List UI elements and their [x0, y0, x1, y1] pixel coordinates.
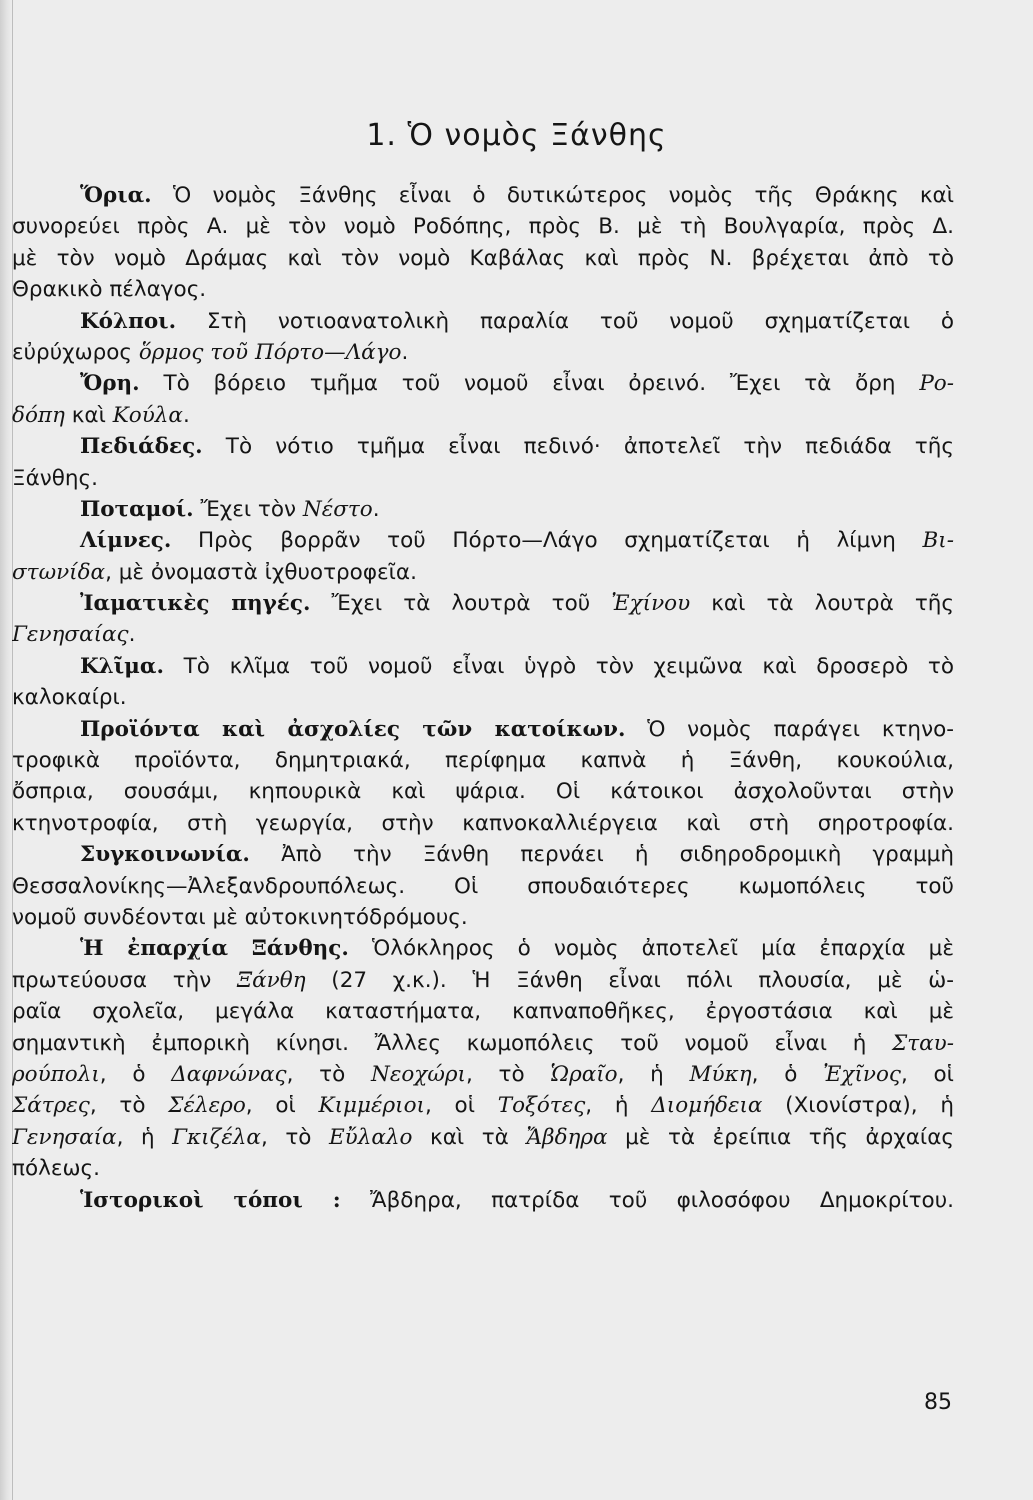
section-heading: Κόλποι.: [80, 308, 177, 334]
text-run: (27 χ.κ.). Ἡ Ξάνθη εἶναι πόλι πλουσία, μὲ ὡ-: [305, 967, 954, 993]
text-run: Τὸ βόρειο τμῆμα τοῦ νομοῦ εἶναι ὀρεινό. Ἔχει τὰ ὄρη: [139, 371, 920, 397]
text-run: Ὁ νομὸς Ξάνθης εἶναι ὁ δυτικώτερος νομὸς τῆς Θράκης καὶ: [151, 183, 954, 208]
text-run: Τὸ νότιο τμῆμα εἶναι πεδινό· ἀποτελεῖ τὴν πεδιάδα τῆς: [202, 434, 954, 460]
text-line: [12, 1028, 954, 1059]
text-run: (Χιονίστρα), ἡ: [762, 1093, 954, 1119]
text-run: , τὸ: [465, 1061, 551, 1087]
text-run: καὶ τὰ: [412, 1124, 527, 1150]
text-run: .: [401, 339, 409, 365]
text-run: , ἡ: [617, 1061, 690, 1087]
text-run: εὐρύχωρος: [12, 339, 139, 365]
section-heading: Ἡ ἐπαρχία Ξάνθης.: [80, 936, 349, 962]
place-name: Σάτρες: [12, 1093, 90, 1119]
text-run: , μὲ ὀνομαστὰ ἰχθυοτροφεῖα.: [105, 559, 417, 585]
text-run: Ξάνθης.: [12, 465, 98, 491]
text-run: , τὸ: [89, 1093, 169, 1119]
text-run: .: [128, 622, 136, 648]
text-line: [12, 1059, 954, 1090]
text-line: [12, 494, 954, 525]
place-name: Τοξότες: [497, 1093, 586, 1119]
place-name: Ξάνθη: [237, 967, 306, 993]
text-run: , οἱ: [424, 1093, 498, 1119]
section-heading: Πεδιάδες.: [80, 434, 203, 460]
section-heading: Συγκοινωνία.: [80, 842, 250, 868]
text-line: [12, 839, 954, 870]
text-run: μὲ τὸν νομὸ Δράμας καὶ τὸν νομὸ Καβάλας καὶ πρὸς Ν. βρέχεται ἀπὸ τὸ: [12, 245, 954, 271]
text-line: [12, 525, 954, 556]
section-heading: Ποταμοί.: [80, 496, 194, 522]
text-line: [12, 306, 954, 337]
text-run: , ὁ: [99, 1061, 172, 1087]
section-heading: Κλῖμα.: [80, 653, 164, 679]
text-line: [12, 871, 954, 902]
text-line: [12, 243, 954, 274]
section-heading: Λίμνες.: [80, 528, 172, 554]
text-run: Τὸ κλῖμα τοῦ νομοῦ εἶναι ὑγρὸ τὸν χειμῶνα καὶ δροσερὸ τὸ: [163, 653, 954, 679]
section-heading: Ἰαματικὲς πηγές.: [80, 591, 311, 617]
text-run: , ἡ: [585, 1093, 652, 1119]
text-run: πόλεως.: [12, 1156, 100, 1182]
text-line: [12, 431, 954, 462]
place-name: Ἐχῖνος: [823, 1061, 901, 1087]
text-line: [12, 1153, 954, 1184]
text-line: [12, 651, 954, 682]
place-name: Βι-: [922, 528, 954, 554]
place-name: Ρο-: [919, 371, 954, 397]
text-run: , οἱ: [245, 1093, 319, 1119]
text-run: , τὸ: [260, 1124, 329, 1150]
text-run: .: [182, 402, 190, 428]
text-line: [12, 714, 954, 745]
place-name: δόπη: [12, 402, 65, 428]
text-run: νομοῦ συνδέονται μὲ αὐτοκινητόδρόμους.: [12, 904, 468, 930]
place-name: Διομήδεια: [651, 1093, 763, 1119]
text-line: [12, 588, 954, 619]
text-line: [12, 745, 954, 776]
place-name: ρούπολι: [12, 1061, 100, 1087]
text-run: καὶ τὰ λουτρὰ τῆς: [690, 591, 954, 617]
section-heading: Ὄρη.: [80, 371, 140, 397]
text-run: ὄσπρια, σουσάμι, κηπουρικὰ καὶ ψάρια. Οἱ κάτοικοι ἀσχολοῦνται στὴν: [12, 779, 954, 805]
text-line: [12, 776, 954, 807]
place-name: Νέστο: [302, 496, 373, 522]
place-name: Σέλερο: [168, 1093, 246, 1119]
text-run: Πρὸς βορρᾶν τοῦ Πόρτο—Λάγο σχηματίζεται ἡ λίμνη: [171, 528, 923, 554]
text-run: Στὴ νοτιοανατολικὴ παραλία τοῦ νομοῦ σχηματίζεται ὁ: [176, 308, 954, 334]
text-run: καλοκαίρι.: [12, 685, 127, 711]
place-name: Δαφνώνας: [171, 1061, 287, 1087]
text-run: ραῖα σχολεῖα, μεγάλα καταστήματα, καπναποθῆκες, ἐργοστάσια καὶ μὲ: [12, 999, 954, 1025]
place-name: Μύκη: [689, 1061, 752, 1087]
text-line: [12, 368, 954, 399]
section-heading: Ἱστορικοὶ τόποι :: [80, 1187, 341, 1213]
text-line: [12, 965, 954, 996]
page-title: 1. Ὁ νομὸς Ξάνθης: [366, 118, 667, 153]
text-run: Ἔχει τὸν: [193, 496, 303, 522]
place-name: Κιμμέριοι: [318, 1093, 425, 1119]
place-name: Γκιζέλα: [172, 1124, 261, 1150]
text-run: Θεσσαλονίκης—Ἀλεξανδρουπόλεως. Οἱ σπουδαιότερες κωμοπόλεις τοῦ: [12, 873, 954, 899]
text-run: Ὁλόκληρος ὁ νομὸς ἀποτελεῖ μία ἐπαρχία μὲ: [348, 936, 954, 962]
place-name: Εὔλαλο: [328, 1124, 413, 1150]
text-line: [12, 996, 954, 1027]
body-text: [12, 180, 954, 1216]
text-line: [12, 619, 954, 650]
place-name: Νεοχώρι: [371, 1061, 466, 1087]
text-line: [12, 337, 954, 368]
text-line: [12, 808, 954, 839]
place-name: Γενησαία: [12, 1124, 117, 1150]
page-number: 85: [924, 1390, 952, 1415]
place-name: Ὡραῖο: [550, 1061, 618, 1087]
text-line: [12, 557, 954, 588]
text-run: κτηνοτροφία, στὴ γεωργία, στὴν καπνοκαλλιέργεια καὶ στὴ σηροτροφία.: [12, 810, 954, 836]
text-run: , οἱ: [900, 1061, 954, 1087]
text-run: Ἄβδηρα, πατρίδα τοῦ φιλοσόφου Δημοκρίτου.: [340, 1187, 954, 1213]
text-line: [12, 933, 954, 964]
text-line: [12, 682, 954, 713]
place-name: ὅρμος τοῦ Πόρτο—Λάγο: [138, 339, 402, 365]
text-run: πρωτεύουσα τὴν: [12, 967, 238, 993]
text-line: [12, 1185, 954, 1216]
text-run: , τὸ: [286, 1061, 372, 1087]
text-run: , ἡ: [116, 1124, 173, 1150]
place-name: Γενησαίας: [12, 622, 129, 648]
text-run: τροφικὰ προϊόντα, δημητριακά, περίφημα καπνὰ ἡ Ξάνθη, κουκούλια,: [12, 748, 954, 774]
text-line: [12, 180, 954, 211]
text-line: [12, 400, 954, 431]
section-heading: Ὅρια.: [80, 183, 152, 208]
text-line: [12, 274, 954, 305]
text-run: .: [372, 496, 380, 522]
text-line: [12, 211, 954, 242]
text-run: Θρακικὸ πέλαγος.: [12, 277, 207, 303]
place-name: Κούλα: [112, 402, 183, 428]
text-line: [12, 463, 954, 494]
text-run: Ἔχει τὰ λουτρὰ τοῦ: [310, 591, 612, 617]
place-name: Ἐχίνου: [611, 591, 691, 617]
text-run: σημαντικὴ ἐμπορικὴ κίνησι. Ἄλλες κωμοπόλεις τοῦ νομοῦ εἶναι ἡ: [12, 1030, 893, 1056]
text-run: συνορεύει πρὸς Α. μὲ τὸν νομὸ Ροδόπης, πρὸς Β. μὲ τὴ Βουλγαρία, πρὸς Δ.: [12, 214, 954, 240]
place-name: Σταυ-: [892, 1030, 954, 1056]
text-run: Ὁ νομὸς παράγει κτηνο-: [625, 716, 954, 742]
text-run: μὲ τὰ ἐρείπια τῆς ἀρχαίας: [607, 1124, 954, 1150]
text-run: καὶ: [64, 402, 113, 428]
text-line: [12, 902, 954, 933]
place-name: Ἄβδηρα: [526, 1124, 608, 1150]
place-name: στωνίδα: [12, 559, 106, 585]
section-heading: Προϊόντα καὶ ἀσχολίες τῶν κατοίκων.: [80, 716, 626, 742]
text-line: [12, 1090, 954, 1121]
text-run: , ὁ: [751, 1061, 824, 1087]
text-run: Ἀπὸ τὴν Ξάνθη περνάει ἡ σιδηροδρομικὴ γραμμὴ: [249, 842, 954, 868]
text-line: [12, 1122, 954, 1153]
